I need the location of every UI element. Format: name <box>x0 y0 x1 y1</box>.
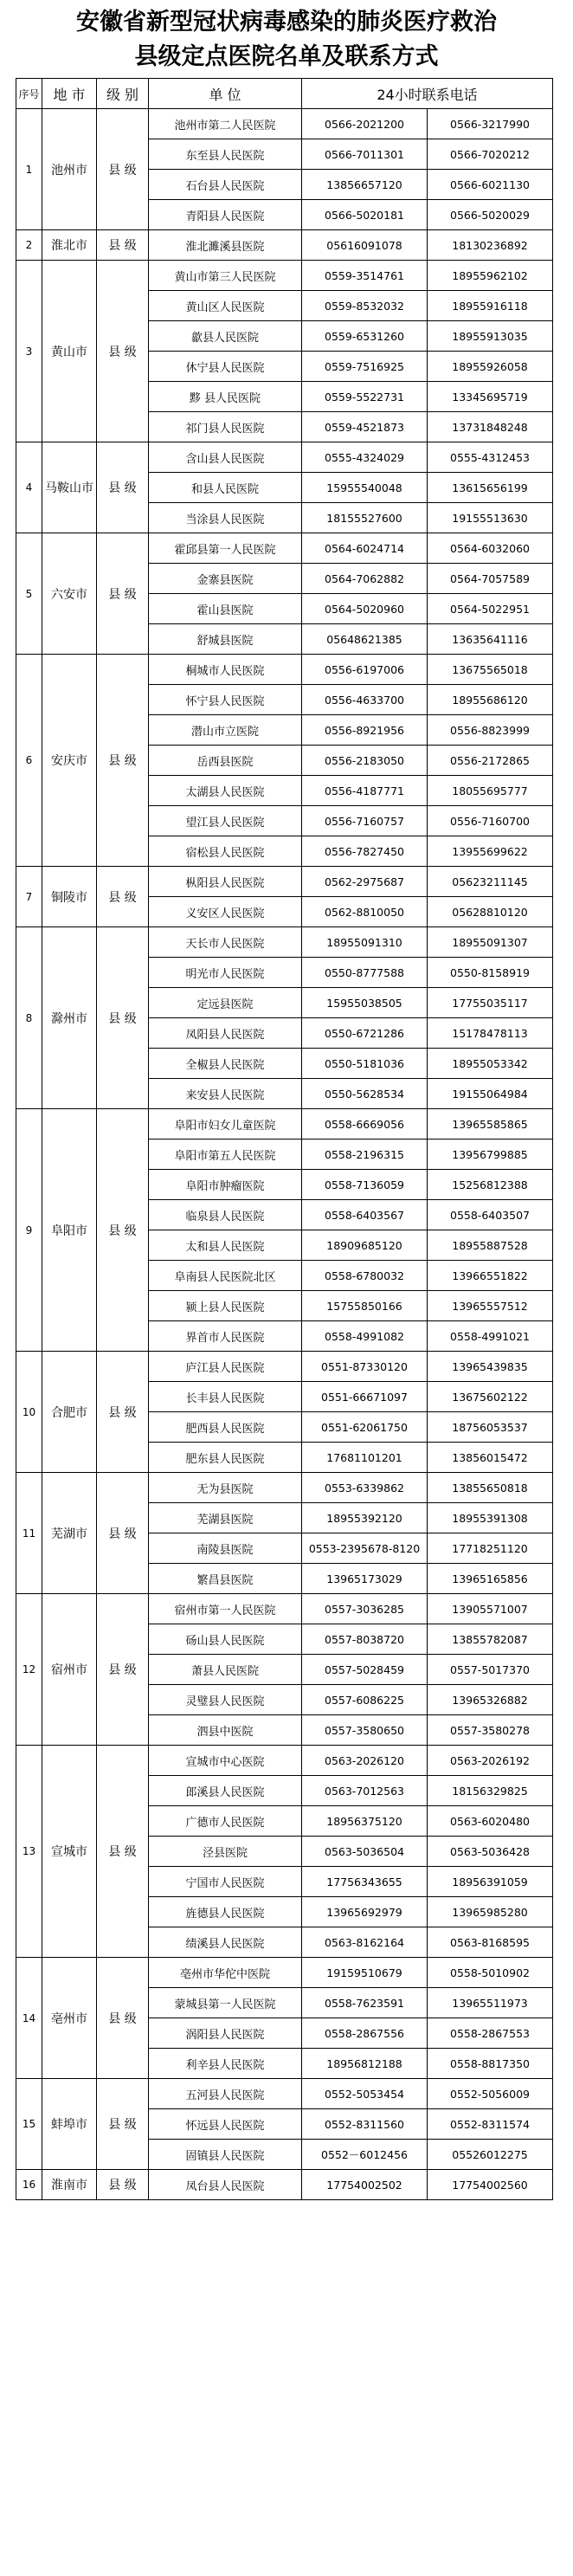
table-row <box>16 867 553 897</box>
hospital-name-cell: 绩溪县人民医院 <box>149 1927 302 1958</box>
phone-cell-1: 0559-8532032 <box>302 291 428 321</box>
phone-cell-2: 17755035117 <box>428 988 553 1018</box>
phone-cell-1: 05616091078 <box>302 230 428 261</box>
hospital-name-cell: 望江县人民医院 <box>149 806 302 836</box>
table-row <box>16 230 553 261</box>
phone-cell-2: 18955926058 <box>428 352 553 382</box>
phone-cell-2: 13675565018 <box>428 655 553 685</box>
table-row <box>16 1746 553 1776</box>
table-row <box>16 2170 553 2200</box>
hospital-name-cell: 桐城市人民医院 <box>149 655 302 685</box>
phone-cell-2: 0566-5020029 <box>428 200 553 230</box>
hospital-name-cell: 芜湖县医院 <box>149 1503 302 1533</box>
level-cell: 县 级 <box>97 261 149 442</box>
phone-cell-2: 13965557512 <box>428 1291 553 1321</box>
row-number: 10 <box>16 1352 42 1473</box>
phone-cell-1: 0566-2021200 <box>302 109 428 139</box>
phone-cell-2: 0566-6021130 <box>428 170 553 200</box>
hospital-table <box>16 78 553 2200</box>
city-cell: 合肥市 <box>42 1352 97 1473</box>
phone-cell-1: 19159510679 <box>302 1958 428 1988</box>
phone-cell-2: 13855650818 <box>428 1473 553 1503</box>
hospital-name-cell: 凤台县人民医院 <box>149 2170 302 2200</box>
table-row <box>16 1594 553 1624</box>
hospital-name-cell: 当涂县人民医院 <box>149 503 302 533</box>
level-cell: 县 级 <box>97 867 149 927</box>
phone-cell-2: 0552-5056009 <box>428 2079 553 2109</box>
row-number: 6 <box>16 655 42 867</box>
phone-cell-1: 0557-3036285 <box>302 1594 428 1624</box>
level-cell: 县 级 <box>97 2170 149 2200</box>
page-title-line-1: 安徽省新型冠状病毒感染的肺炎医疗救治 <box>76 9 497 36</box>
phone-cell-2: 18955391308 <box>428 1503 553 1533</box>
phone-cell-1: 18955091310 <box>302 927 428 958</box>
phone-cell-2: 13675602122 <box>428 1382 553 1412</box>
hospital-table-container <box>16 78 552 2565</box>
phone-cell-1: 0558-6669056 <box>302 1109 428 1140</box>
phone-cell-1: 0552－6012456 <box>302 2140 428 2170</box>
hospital-name-cell: 五河县人民医院 <box>149 2079 302 2109</box>
hospital-name-cell: 义安区人民医院 <box>149 897 302 927</box>
page-title-line-2: 县级定点医院名单及联系方式 <box>134 43 439 70</box>
phone-cell-2: 13965985280 <box>428 1897 553 1927</box>
city-cell: 宿州市 <box>42 1594 97 1746</box>
phone-cell-1: 0558-4991082 <box>302 1321 428 1352</box>
phone-cell-2: 17718251120 <box>428 1533 553 1564</box>
city-cell: 亳州市 <box>42 1958 97 2079</box>
phone-cell-2: 18955962102 <box>428 261 553 291</box>
phone-cell-2: 0558-6403507 <box>428 1200 553 1230</box>
phone-cell-1: 0566-5020181 <box>302 200 428 230</box>
phone-cell-2: 0556-8823999 <box>428 715 553 746</box>
phone-cell-2: 0552-8311574 <box>428 2109 553 2140</box>
phone-cell-2: 19155064984 <box>428 1079 553 1109</box>
phone-cell-1: 0563-7012563 <box>302 1776 428 1806</box>
table-row <box>16 442 553 473</box>
hospital-name-cell: 和县人民医院 <box>149 473 302 503</box>
phone-cell-2: 0566-7020212 <box>428 139 553 170</box>
phone-cell-2: 18956391059 <box>428 1867 553 1897</box>
header-seq: 序号 <box>16 79 42 109</box>
phone-cell-2: 13965165856 <box>428 1564 553 1594</box>
hospital-name-cell: 涡阳县人民医院 <box>149 2018 302 2049</box>
hospital-name-cell: 黄山市第三人民医院 <box>149 261 302 291</box>
phone-cell-1: 0562-8810050 <box>302 897 428 927</box>
phone-cell-1: 0558-6403567 <box>302 1200 428 1230</box>
phone-cell-2: 18955916118 <box>428 291 553 321</box>
phone-cell-1: 0556-2183050 <box>302 746 428 776</box>
hospital-name-cell: 繁昌县医院 <box>149 1564 302 1594</box>
hospital-name-cell: 金寨县医院 <box>149 564 302 594</box>
phone-cell-1: 0550-5181036 <box>302 1049 428 1079</box>
phone-cell-2: 0563-2026192 <box>428 1746 553 1776</box>
phone-cell-1: 0562-2975687 <box>302 867 428 897</box>
row-number: 16 <box>16 2170 42 2200</box>
phone-cell-2: 0556-2172865 <box>428 746 553 776</box>
phone-cell-2: 0558-8817350 <box>428 2049 553 2079</box>
phone-cell-2: 05628810120 <box>428 897 553 927</box>
level-cell: 县 级 <box>97 927 149 1109</box>
hospital-name-cell: 庐江县人民医院 <box>149 1352 302 1382</box>
table-row <box>16 261 553 291</box>
city-cell: 蚌埠市 <box>42 2079 97 2170</box>
phone-cell-2: 15178478113 <box>428 1018 553 1049</box>
row-number: 14 <box>16 1958 42 2079</box>
hospital-name-cell: 宣城市中心医院 <box>149 1746 302 1776</box>
hospital-name-cell: 灵璧县人民医院 <box>149 1685 302 1715</box>
hospital-name-cell: 利辛县人民医院 <box>149 2049 302 2079</box>
hospital-name-cell: 蒙城县第一人民医院 <box>149 1988 302 2018</box>
table-body <box>16 109 553 2200</box>
table-row <box>16 1352 553 1382</box>
phone-cell-1: 0550-8777588 <box>302 958 428 988</box>
phone-cell-2: 13965439835 <box>428 1352 553 1382</box>
phone-cell-2: 13956799885 <box>428 1140 553 1170</box>
hospital-name-cell: 祁门县人民医院 <box>149 412 302 442</box>
phone-cell-1: 0551-87330120 <box>302 1352 428 1382</box>
hospital-name-cell: 定远县医院 <box>149 988 302 1018</box>
hospital-name-cell: 旌德县人民医院 <box>149 1897 302 1927</box>
row-number: 1 <box>16 109 42 230</box>
phone-cell-2: 13855782087 <box>428 1624 553 1655</box>
city-cell: 六安市 <box>42 533 97 655</box>
hospital-name-cell: 怀远县人民医院 <box>149 2109 302 2140</box>
hospital-name-cell: 颍上县人民医院 <box>149 1291 302 1321</box>
city-cell: 安庆市 <box>42 655 97 867</box>
phone-cell-1: 0558-2867556 <box>302 2018 428 2049</box>
level-cell: 县 级 <box>97 1352 149 1473</box>
phone-cell-2: 0564-6032060 <box>428 533 553 564</box>
phone-cell-1: 0564-6024714 <box>302 533 428 564</box>
level-cell: 县 级 <box>97 109 149 230</box>
header-city: 地 市 <box>42 79 97 109</box>
table-row <box>16 1958 553 1988</box>
row-number: 8 <box>16 927 42 1109</box>
phone-cell-2: 0555-4312453 <box>428 442 553 473</box>
hospital-name-cell: 太湖县人民医院 <box>149 776 302 806</box>
city-cell: 阜阳市 <box>42 1109 97 1352</box>
phone-cell-1: 0557-8038720 <box>302 1624 428 1655</box>
phone-cell-1: 18909685120 <box>302 1230 428 1261</box>
hospital-name-cell: 霍山县医院 <box>149 594 302 624</box>
phone-cell-2: 13955699622 <box>428 836 553 867</box>
city-cell: 马鞍山市 <box>42 442 97 533</box>
phone-cell-2: 13965326882 <box>428 1685 553 1715</box>
phone-cell-1: 0557-6086225 <box>302 1685 428 1715</box>
phone-cell-1: 0556-6197006 <box>302 655 428 685</box>
phone-cell-2: 15256812388 <box>428 1170 553 1200</box>
phone-cell-1: 13965692979 <box>302 1897 428 1927</box>
phone-cell-1: 0551-66671097 <box>302 1382 428 1412</box>
phone-cell-1: 0553-2395678-8120 <box>302 1533 428 1564</box>
hospital-name-cell: 来安县人民医院 <box>149 1079 302 1109</box>
hospital-name-cell: 郎溪县人民医院 <box>149 1776 302 1806</box>
phone-cell-1: 0559-6531260 <box>302 321 428 352</box>
phone-cell-2: 05526012275 <box>428 2140 553 2170</box>
phone-cell-1: 0556-8921956 <box>302 715 428 746</box>
hospital-name-cell: 固镇县人民医院 <box>149 2140 302 2170</box>
phone-cell-2: 19155513630 <box>428 503 553 533</box>
header-row <box>16 79 553 109</box>
hospital-name-cell: 肥西县人民医院 <box>149 1412 302 1443</box>
hospital-name-cell: 黄山区人民医院 <box>149 291 302 321</box>
phone-cell-1: 17681101201 <box>302 1443 428 1473</box>
row-number: 3 <box>16 261 42 442</box>
hospital-name-cell: 全椒县人民医院 <box>149 1049 302 1079</box>
level-cell: 县 级 <box>97 2079 149 2170</box>
hospital-name-cell: 天长市人民医院 <box>149 927 302 958</box>
phone-cell-2: 13635641116 <box>428 624 553 655</box>
phone-cell-1: 0557-5028459 <box>302 1655 428 1685</box>
level-cell: 县 级 <box>97 1746 149 1958</box>
phone-cell-2: 13615656199 <box>428 473 553 503</box>
hospital-name-cell: 枞阳县人民医院 <box>149 867 302 897</box>
phone-cell-2: 0564-7057589 <box>428 564 553 594</box>
row-number: 9 <box>16 1109 42 1352</box>
phone-cell-2: 05623211145 <box>428 867 553 897</box>
hospital-name-cell: 亳州市华佗中医院 <box>149 1958 302 1988</box>
table-row <box>16 1473 553 1503</box>
header-level: 级 别 <box>97 79 149 109</box>
phone-cell-2: 0563-5036428 <box>428 1837 553 1867</box>
phone-cell-1: 0559-7516925 <box>302 352 428 382</box>
hospital-name-cell: 界首市人民医院 <box>149 1321 302 1352</box>
phone-cell-1: 18956375120 <box>302 1806 428 1837</box>
table-row <box>16 2079 553 2109</box>
hospital-name-cell: 池州市第二人民医院 <box>149 109 302 139</box>
phone-cell-1: 0557-3580650 <box>302 1715 428 1746</box>
phone-cell-2: 0558-2867553 <box>428 2018 553 2049</box>
phone-cell-1: 0559-5522731 <box>302 382 428 412</box>
row-number: 13 <box>16 1746 42 1958</box>
table-row <box>16 109 553 139</box>
phone-cell-2: 13731848248 <box>428 412 553 442</box>
phone-cell-2: 0558-4991021 <box>428 1321 553 1352</box>
level-cell: 县 级 <box>97 1958 149 2079</box>
phone-cell-1: 0550-5628534 <box>302 1079 428 1109</box>
phone-cell-2: 18130236892 <box>428 230 553 261</box>
city-cell: 铜陵市 <box>42 867 97 927</box>
phone-cell-1: 18155527600 <box>302 503 428 533</box>
phone-cell-2: 18156329825 <box>428 1776 553 1806</box>
hospital-name-cell: 阜南县人民医院北区 <box>149 1261 302 1291</box>
city-cell: 淮南市 <box>42 2170 97 2200</box>
level-cell: 县 级 <box>97 533 149 655</box>
phone-cell-2: 0556-7160700 <box>428 806 553 836</box>
phone-cell-1: 0556-4633700 <box>302 685 428 715</box>
hospital-name-cell: 阜阳市第五人民医院 <box>149 1140 302 1170</box>
phone-cell-1: 0556-7827450 <box>302 836 428 867</box>
phone-cell-1: 0558-2196315 <box>302 1140 428 1170</box>
hospital-name-cell: 明光市人民医院 <box>149 958 302 988</box>
level-cell: 县 级 <box>97 655 149 867</box>
row-number: 12 <box>16 1594 42 1746</box>
phone-cell-1: 17756343655 <box>302 1867 428 1897</box>
phone-cell-1: 15755850166 <box>302 1291 428 1321</box>
hospital-name-cell: 含山县人民医院 <box>149 442 302 473</box>
phone-cell-1: 18956812188 <box>302 2049 428 2079</box>
phone-cell-1: 0558-7136059 <box>302 1170 428 1200</box>
hospital-name-cell: 南陵县医院 <box>149 1533 302 1564</box>
phone-cell-1: 0550-6721286 <box>302 1018 428 1049</box>
level-cell: 县 级 <box>97 230 149 261</box>
hospital-name-cell: 凤阳县人民医院 <box>149 1018 302 1049</box>
phone-cell-1: 15955540048 <box>302 473 428 503</box>
city-cell: 淮北市 <box>42 230 97 261</box>
hospital-name-cell: 岳西县医院 <box>149 746 302 776</box>
hospital-name-cell: 临泉县人民医院 <box>149 1200 302 1230</box>
level-cell: 县 级 <box>97 1109 149 1352</box>
phone-cell-2: 13905571007 <box>428 1594 553 1624</box>
phone-cell-1: 05648621385 <box>302 624 428 655</box>
phone-cell-1: 0555-4324029 <box>302 442 428 473</box>
hospital-name-cell: 歙县人民医院 <box>149 321 302 352</box>
hospital-name-cell: 无为县医院 <box>149 1473 302 1503</box>
phone-cell-1: 0552-8311560 <box>302 2109 428 2140</box>
phone-cell-1: 17754002502 <box>302 2170 428 2200</box>
hospital-name-cell: 长丰县人民医院 <box>149 1382 302 1412</box>
phone-cell-2: 13965511973 <box>428 1988 553 2018</box>
phone-cell-2: 18955686120 <box>428 685 553 715</box>
hospital-name-cell: 黟 县人民医院 <box>149 382 302 412</box>
hospital-name-cell: 青阳县人民医院 <box>149 200 302 230</box>
hospital-name-cell: 宿松县人民医院 <box>149 836 302 867</box>
hospital-name-cell: 广德市人民医院 <box>149 1806 302 1837</box>
phone-cell-2: 13856015472 <box>428 1443 553 1473</box>
row-number: 2 <box>16 230 42 261</box>
phone-cell-2: 0566-3217990 <box>428 109 553 139</box>
hospital-name-cell: 宁国市人民医院 <box>149 1867 302 1897</box>
phone-cell-2: 18955053342 <box>428 1049 553 1079</box>
phone-cell-1: 15955038505 <box>302 988 428 1018</box>
hospital-name-cell: 砀山县人民医院 <box>149 1624 302 1655</box>
city-cell: 池州市 <box>42 109 97 230</box>
hospital-name-cell: 肥东县人民医院 <box>149 1443 302 1473</box>
phone-cell-2: 18756053537 <box>428 1412 553 1443</box>
phone-cell-2: 0550-8158919 <box>428 958 553 988</box>
city-cell: 宣城市 <box>42 1746 97 1958</box>
table-row <box>16 1109 553 1140</box>
row-number: 7 <box>16 867 42 927</box>
phone-cell-1: 0559-4521873 <box>302 412 428 442</box>
phone-cell-1: 0559-3514761 <box>302 261 428 291</box>
hospital-name-cell: 太和县人民医院 <box>149 1230 302 1261</box>
table-row <box>16 927 553 958</box>
city-cell: 滁州市 <box>42 927 97 1109</box>
hospital-name-cell: 淮北濉溪县医院 <box>149 230 302 261</box>
phone-cell-2: 0558-5010902 <box>428 1958 553 1988</box>
phone-cell-2: 13966551822 <box>428 1261 553 1291</box>
phone-cell-1: 0563-8162164 <box>302 1927 428 1958</box>
hospital-name-cell: 休宁县人民医院 <box>149 352 302 382</box>
phone-cell-2: 0557-3580278 <box>428 1715 553 1746</box>
level-cell: 县 级 <box>97 1594 149 1746</box>
hospital-name-cell: 泾县医院 <box>149 1837 302 1867</box>
phone-cell-2: 18955887528 <box>428 1230 553 1261</box>
hospital-name-cell: 石台县人民医院 <box>149 170 302 200</box>
city-cell: 芜湖市 <box>42 1473 97 1594</box>
hospital-name-cell: 萧县人民医院 <box>149 1655 302 1685</box>
row-number: 15 <box>16 2079 42 2170</box>
phone-cell-1: 0553-6339862 <box>302 1473 428 1503</box>
table-row <box>16 655 553 685</box>
city-cell: 黄山市 <box>42 261 97 442</box>
hospital-name-cell: 潜山市立医院 <box>149 715 302 746</box>
hospital-name-cell: 怀宁县人民医院 <box>149 685 302 715</box>
phone-cell-2: 18055695777 <box>428 776 553 806</box>
header-phone: 24小时联系电话 <box>302 79 553 109</box>
phone-cell-1: 0564-5020960 <box>302 594 428 624</box>
phone-cell-2: 17754002560 <box>428 2170 553 2200</box>
phone-cell-1: 0558-6780032 <box>302 1261 428 1291</box>
phone-cell-1: 0566-7011301 <box>302 139 428 170</box>
phone-cell-2: 0563-8168595 <box>428 1927 553 1958</box>
hospital-name-cell: 东至县人民医院 <box>149 139 302 170</box>
phone-cell-1: 0556-7160757 <box>302 806 428 836</box>
phone-cell-2: 0557-5017370 <box>428 1655 553 1685</box>
phone-cell-1: 13965173029 <box>302 1564 428 1594</box>
level-cell: 县 级 <box>97 442 149 533</box>
phone-cell-2: 13965585865 <box>428 1109 553 1140</box>
row-number: 11 <box>16 1473 42 1594</box>
phone-cell-2: 0563-6020480 <box>428 1806 553 1837</box>
phone-cell-1: 0558-7623591 <box>302 1988 428 2018</box>
phone-cell-1: 0552-5053454 <box>302 2079 428 2109</box>
hospital-name-cell: 阜阳市肿瘤医院 <box>149 1170 302 1200</box>
phone-cell-2: 18955091307 <box>428 927 553 958</box>
hospital-name-cell: 霍邱县第一人民医院 <box>149 533 302 564</box>
level-cell: 县 级 <box>97 1473 149 1594</box>
phone-cell-1: 0556-4187771 <box>302 776 428 806</box>
phone-cell-2: 18955913035 <box>428 321 553 352</box>
phone-cell-1: 0564-7062882 <box>302 564 428 594</box>
hospital-name-cell: 舒城县医院 <box>149 624 302 655</box>
phone-cell-2: 0564-5022951 <box>428 594 553 624</box>
phone-cell-1: 0563-2026120 <box>302 1746 428 1776</box>
row-number: 4 <box>16 442 42 533</box>
phone-cell-2: 13345695719 <box>428 382 553 412</box>
phone-cell-1: 0563-5036504 <box>302 1837 428 1867</box>
hospital-name-cell: 泗县中医院 <box>149 1715 302 1746</box>
phone-cell-1: 0551-62061750 <box>302 1412 428 1443</box>
table-row <box>16 533 553 564</box>
hospital-name-cell: 阜阳市妇女儿童医院 <box>149 1109 302 1140</box>
hospital-name-cell: 宿州市第一人民医院 <box>149 1594 302 1624</box>
phone-cell-1: 13856657120 <box>302 170 428 200</box>
phone-cell-1: 18955392120 <box>302 1503 428 1533</box>
header-unit: 单 位 <box>149 79 302 109</box>
row-number: 5 <box>16 533 42 655</box>
